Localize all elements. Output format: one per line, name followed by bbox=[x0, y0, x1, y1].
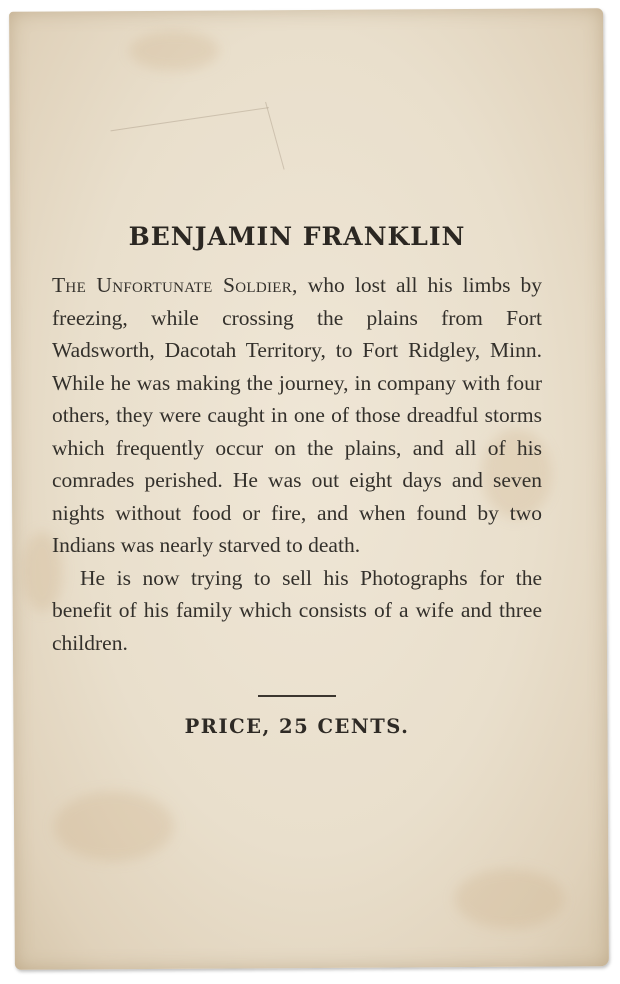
divider-rule bbox=[258, 695, 336, 697]
paragraph-story bbox=[52, 269, 542, 562]
card-text-block bbox=[52, 222, 542, 738]
card-title: BENJAMIN FRANKLIN bbox=[128, 222, 466, 251]
story-lead-in: The Unfortunate Soldier, bbox=[52, 273, 298, 297]
paragraph-appeal: He is now trying to sell his Photographs for the benefit of his family which consists of a wife and three children. bbox=[52, 565, 542, 655]
paper-stain bbox=[129, 31, 219, 72]
card-body-text bbox=[52, 269, 542, 659]
price-line: PRICE, 25 CENTS. bbox=[184, 715, 410, 738]
paper-stain bbox=[54, 791, 174, 862]
paper-scratch bbox=[111, 107, 269, 131]
story-text: who lost all his limbs by freezing, while crossing the plains from Fort Wadsworth, Dacotah Territory, to Fort Ridgley, Minn. While he was making the journey, in company with four others, they were caught in one of those dreadful storms which frequently occur on the plains, and all of his comrades perished. He was out eight days and seven nights without food or fire, and when found by two Indians was nearly starved to death. bbox=[52, 273, 542, 557]
paper-scratch bbox=[265, 102, 284, 170]
paper-stain bbox=[454, 868, 564, 929]
